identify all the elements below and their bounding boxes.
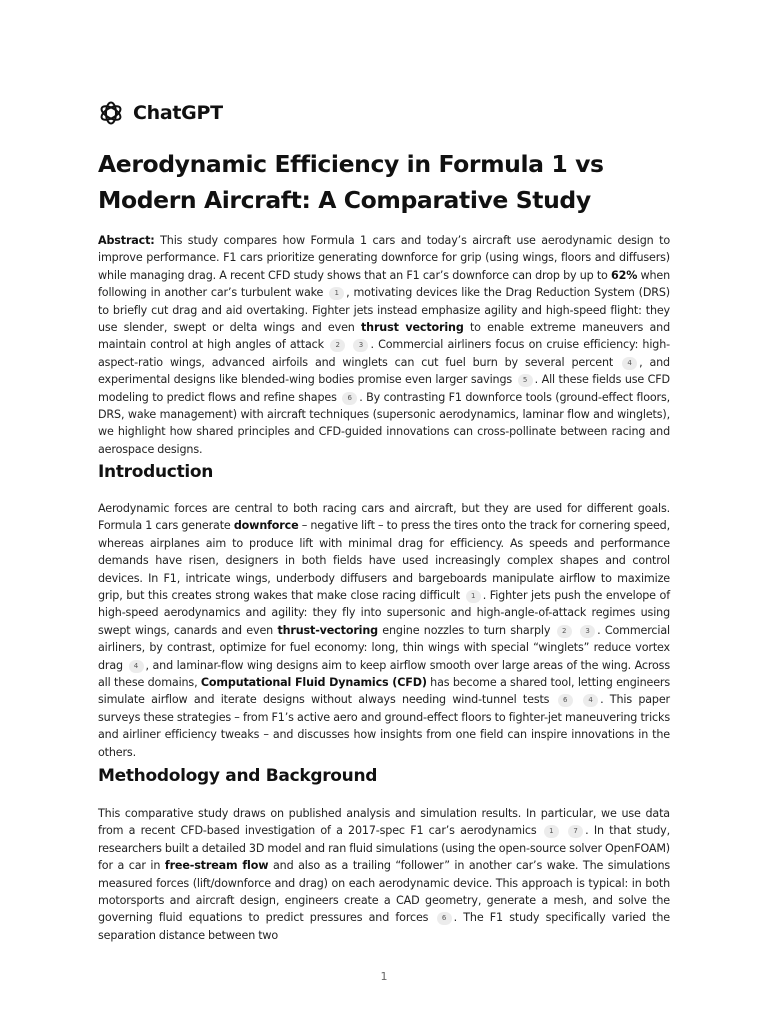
abstract-bold-text: thrust vectoring: [361, 321, 464, 335]
page-number: 1: [380, 970, 388, 983]
brand-name: ChatGPT: [133, 102, 223, 124]
abstract-text: to enable extreme maneuvers and maintain control at high angles of attack: [98, 321, 670, 352]
citation-badge[interactable]: 3: [580, 625, 595, 638]
citation-badge[interactable]: 3: [353, 339, 368, 352]
abstract-text: , motivating devices like the Drag Reduction System (DRS) to briefly cut drag and aid overtaking. Fighter jets instead emphasize agility and high-speed flight: they use slender, swept or delta wings and even: [98, 286, 671, 335]
citation-badge[interactable]: 2: [330, 339, 345, 352]
citation-badge[interactable]: 2: [557, 625, 572, 638]
abstract-text: . Commercial airliners focus on cruise efficiency: high-aspect-ratio wings, advanced airfoils and winglets can cut fuel burn by several percent: [98, 338, 670, 369]
introduction-paragraph: [98, 500, 670, 761]
abstract-text: . By contrasting F1 downforce tools (ground-effect floors, DRS, wake management) with aircraft techniques (supersonic aerodynamics, laminar flow and winglets), we highlight how shared principles and CFD-guided innovations can cross-pollinate between racing and aerospace designs.: [98, 390, 671, 456]
citation-badge[interactable]: 7: [568, 825, 583, 838]
body-text: Aerodynamic forces are central to both racing cars and aircraft, but they are used for different goals. Formula 1 cars generate: [98, 502, 670, 533]
body-text: This comparative study draws on published analysis and simulation results. In particular, we use data from a recent CFD-based investigation of a 2017-spec F1 car’s aerodynamics: [98, 807, 670, 838]
citation-badge[interactable]: 4: [583, 694, 598, 707]
body-text: and also as a trailing “follower” in another car’s wake. The simulations measured forces (lift/downforce and drag) on each aerodynamic device. This approach is typical: in both motorsports and aircraft design, engineers create a CAD geometry, generate a mesh, and solve the governing fluid equations to predict pressures and forces: [98, 859, 671, 925]
abstract-text: This study compares how Formula 1 cars and today’s aircraft use aerodynamic design to improve performance. F1 cars prioritize generating downforce for grip (using wings, floors and diffusers) while managing drag. A recent CFD study shows that an F1 car’s downforce can drop by up to: [98, 234, 670, 282]
bold-text: free-stream flow: [164, 859, 269, 873]
body-text: . Fighter jets push the envelope of high-speed aerodynamics and agility: they fly into supersonic and high-angle-of-attack regimes using swept wings, canards and even: [98, 589, 670, 637]
body-text: – negative lift – to press the tires onto the track for cornering speed, whereas airplanes aim to produce lift with minimal drag for efficiency. As speeds and performance demands have risen, designers in both fields have used increasingly complex shapes and control devices. In F1, intricate wings, underbody diffusers and bargeboards manipulate airflow to maximize grip, but this creates strong wakes that make close racing difficult: [98, 519, 670, 603]
body-text: engine nozzles to turn sharply: [377, 623, 551, 637]
abstract-text: when following in another car’s turbulent wake: [98, 268, 670, 300]
abstract-bold-text: 62%: [611, 268, 638, 282]
citation-badge[interactable]: 5: [518, 374, 533, 387]
citation-badge[interactable]: 6: [342, 392, 357, 405]
body-text: . Commercial airliners, by contrast, optimize for fuel economy: long, thin wings with special “winglets” reduce vortex drag: [98, 623, 670, 672]
abstract-text: . All these fields use CFD modeling to predict flows and refine shapes: [98, 373, 670, 404]
section-heading-introduction: Introduction: [98, 462, 214, 482]
section-heading-methodology: Methodology and Background: [98, 766, 378, 786]
citation-badge[interactable]: 4: [622, 357, 637, 370]
citation-badge[interactable]: 6: [437, 912, 452, 925]
abstract-paragraph: [98, 232, 670, 458]
bold-text: Computational Fluid Dynamics (CFD): [200, 676, 427, 690]
bold-text: thrust-vectoring: [277, 623, 378, 637]
methodology-paragraph: [98, 805, 670, 944]
brand-header: [98, 100, 223, 126]
body-text: . In that study, researchers built a detailed 3D model and ran fluid simulations (using the open-source solver OpenFOAM) for a car in: [98, 824, 671, 873]
abstract-label: Abstract:: [98, 234, 155, 247]
citation-badge[interactable]: 6: [558, 694, 573, 707]
page-title: Aerodynamic Efficiency in Formula 1 vs Modern Aircraft: A Comparative Study: [98, 150, 604, 214]
body-text: has become a shared tool, letting engineers simulate airflow and iterate designs without always needing wind-tunnel tests: [98, 676, 670, 707]
citation-badge[interactable]: 4: [129, 660, 144, 673]
citation-badge[interactable]: 1: [329, 287, 344, 300]
citation-badge[interactable]: 1: [544, 825, 559, 838]
abstract-text: , and experimental designs like blended-wing bodies promise even larger savings: [98, 355, 670, 387]
citation-badge[interactable]: 1: [466, 590, 481, 603]
body-text: . This paper surveys these strategies – from F1’s active aero and ground-effect floors to fighter-jet maneuvering tricks and airliner efficiency tweaks – and discusses how insights from one field can inspire innovations in the others.: [98, 693, 670, 759]
body-text: . The F1 study specifically varied the separation distance between two: [98, 911, 670, 942]
body-text: , and laminar-flow wing designs aim to keep airflow smooth over large areas of the wing. Across all these domains,: [98, 658, 670, 690]
openai-logo-icon: [98, 100, 124, 126]
bold-text: downforce: [233, 519, 299, 533]
